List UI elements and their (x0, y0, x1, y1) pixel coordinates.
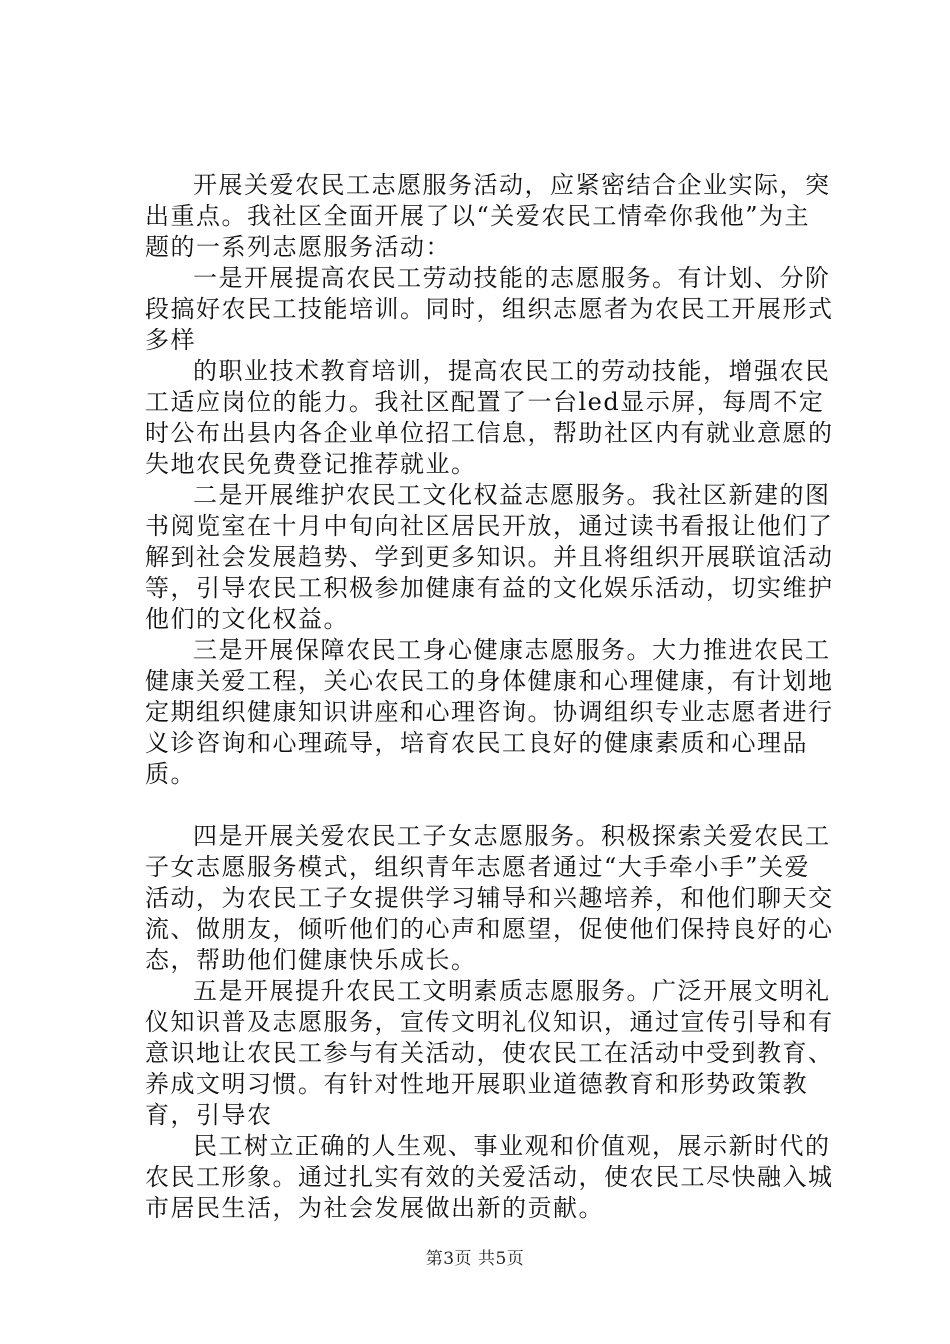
paragraph-spacer (145, 790, 835, 821)
page-number-footer: 第3页 共5页 (425, 1249, 525, 1269)
paragraph-intro: 开展关爱农民工志愿服务活动，应紧密结合企业实际，突出重点。我社区全面开展了以“关爱农民工情牵你我他”为主题的一系列志愿服务活动： (145, 171, 831, 261)
paragraph-item-two: 二是开展维护农民工文化权益志愿服务。我社区新建的图书阅览室在十月中旬向社区居民开放，通过读书看报让他们了解到社会发展趋势、学到更多知识。并且将组织开展联谊活动等，引导农民工积极参加健康有益的文化娱乐活动，切实维护他们的文化权益。 (145, 481, 834, 633)
document-body (145, 170, 835, 1224)
paragraph-item-three: 三是开展保障农民工身心健康志愿服务。大力推进农民工健康关爱工程，关心农民工的身体健康和心理健康，有计划地定期组织健康知识讲座和心理咨询。协调组织专业志愿者进行义诊咨询和心理疏导，培育农民工良好的健康素质和心理品质。 (145, 636, 834, 788)
paragraph-item-four: 四是开展关爱农民工子女志愿服务。积极探索关爱农民工子女志愿服务模式，组织青年志愿者通过“大手牵小手”关爱活动，为农民工子女提供学习辅导和兴趣培养，和他们聊天交流、做朋友，倾听他们的心声和愿望，促使他们保持良好的心态，帮助他们健康快乐成长。 (145, 822, 834, 974)
paragraph-item-one: 一是开展提高农民工劳动技能的志愿服务。有计划、分阶段搞好农民工技能培训。同时，组织志愿者为农民工开展形式多样 (145, 264, 834, 354)
paragraph-item-five-continued: 民工树立正确的人生观、事业观和价值观，展示新时代的农民工形象。通过扎实有效的关爱活动，使农民工尽快融入城市居民生活，为社会发展做出新的贡献。 (145, 1132, 834, 1222)
paragraph-item-five: 五是开展提升农民工文明素质志愿服务。广泛开展文明礼仪知识普及志愿服务，宣传文明礼仪知识，通过宣传引导和有意识地让农民工参与有关活动，使农民工在活动中受到教育、养成文明习惯。有针对性地开展职业道德教育和形势政策教育，引导农 (145, 977, 834, 1129)
paragraph-item-one-continued: 的职业技术教育培训，提高农民工的劳动技能，增强农民工适应岗位的能力。我社区配置了一台led显示屏，每周不定时公布出县内各企业单位招工信息，帮助社区内有就业意愿的失地农民免费登记推荐就业。 (145, 357, 834, 478)
